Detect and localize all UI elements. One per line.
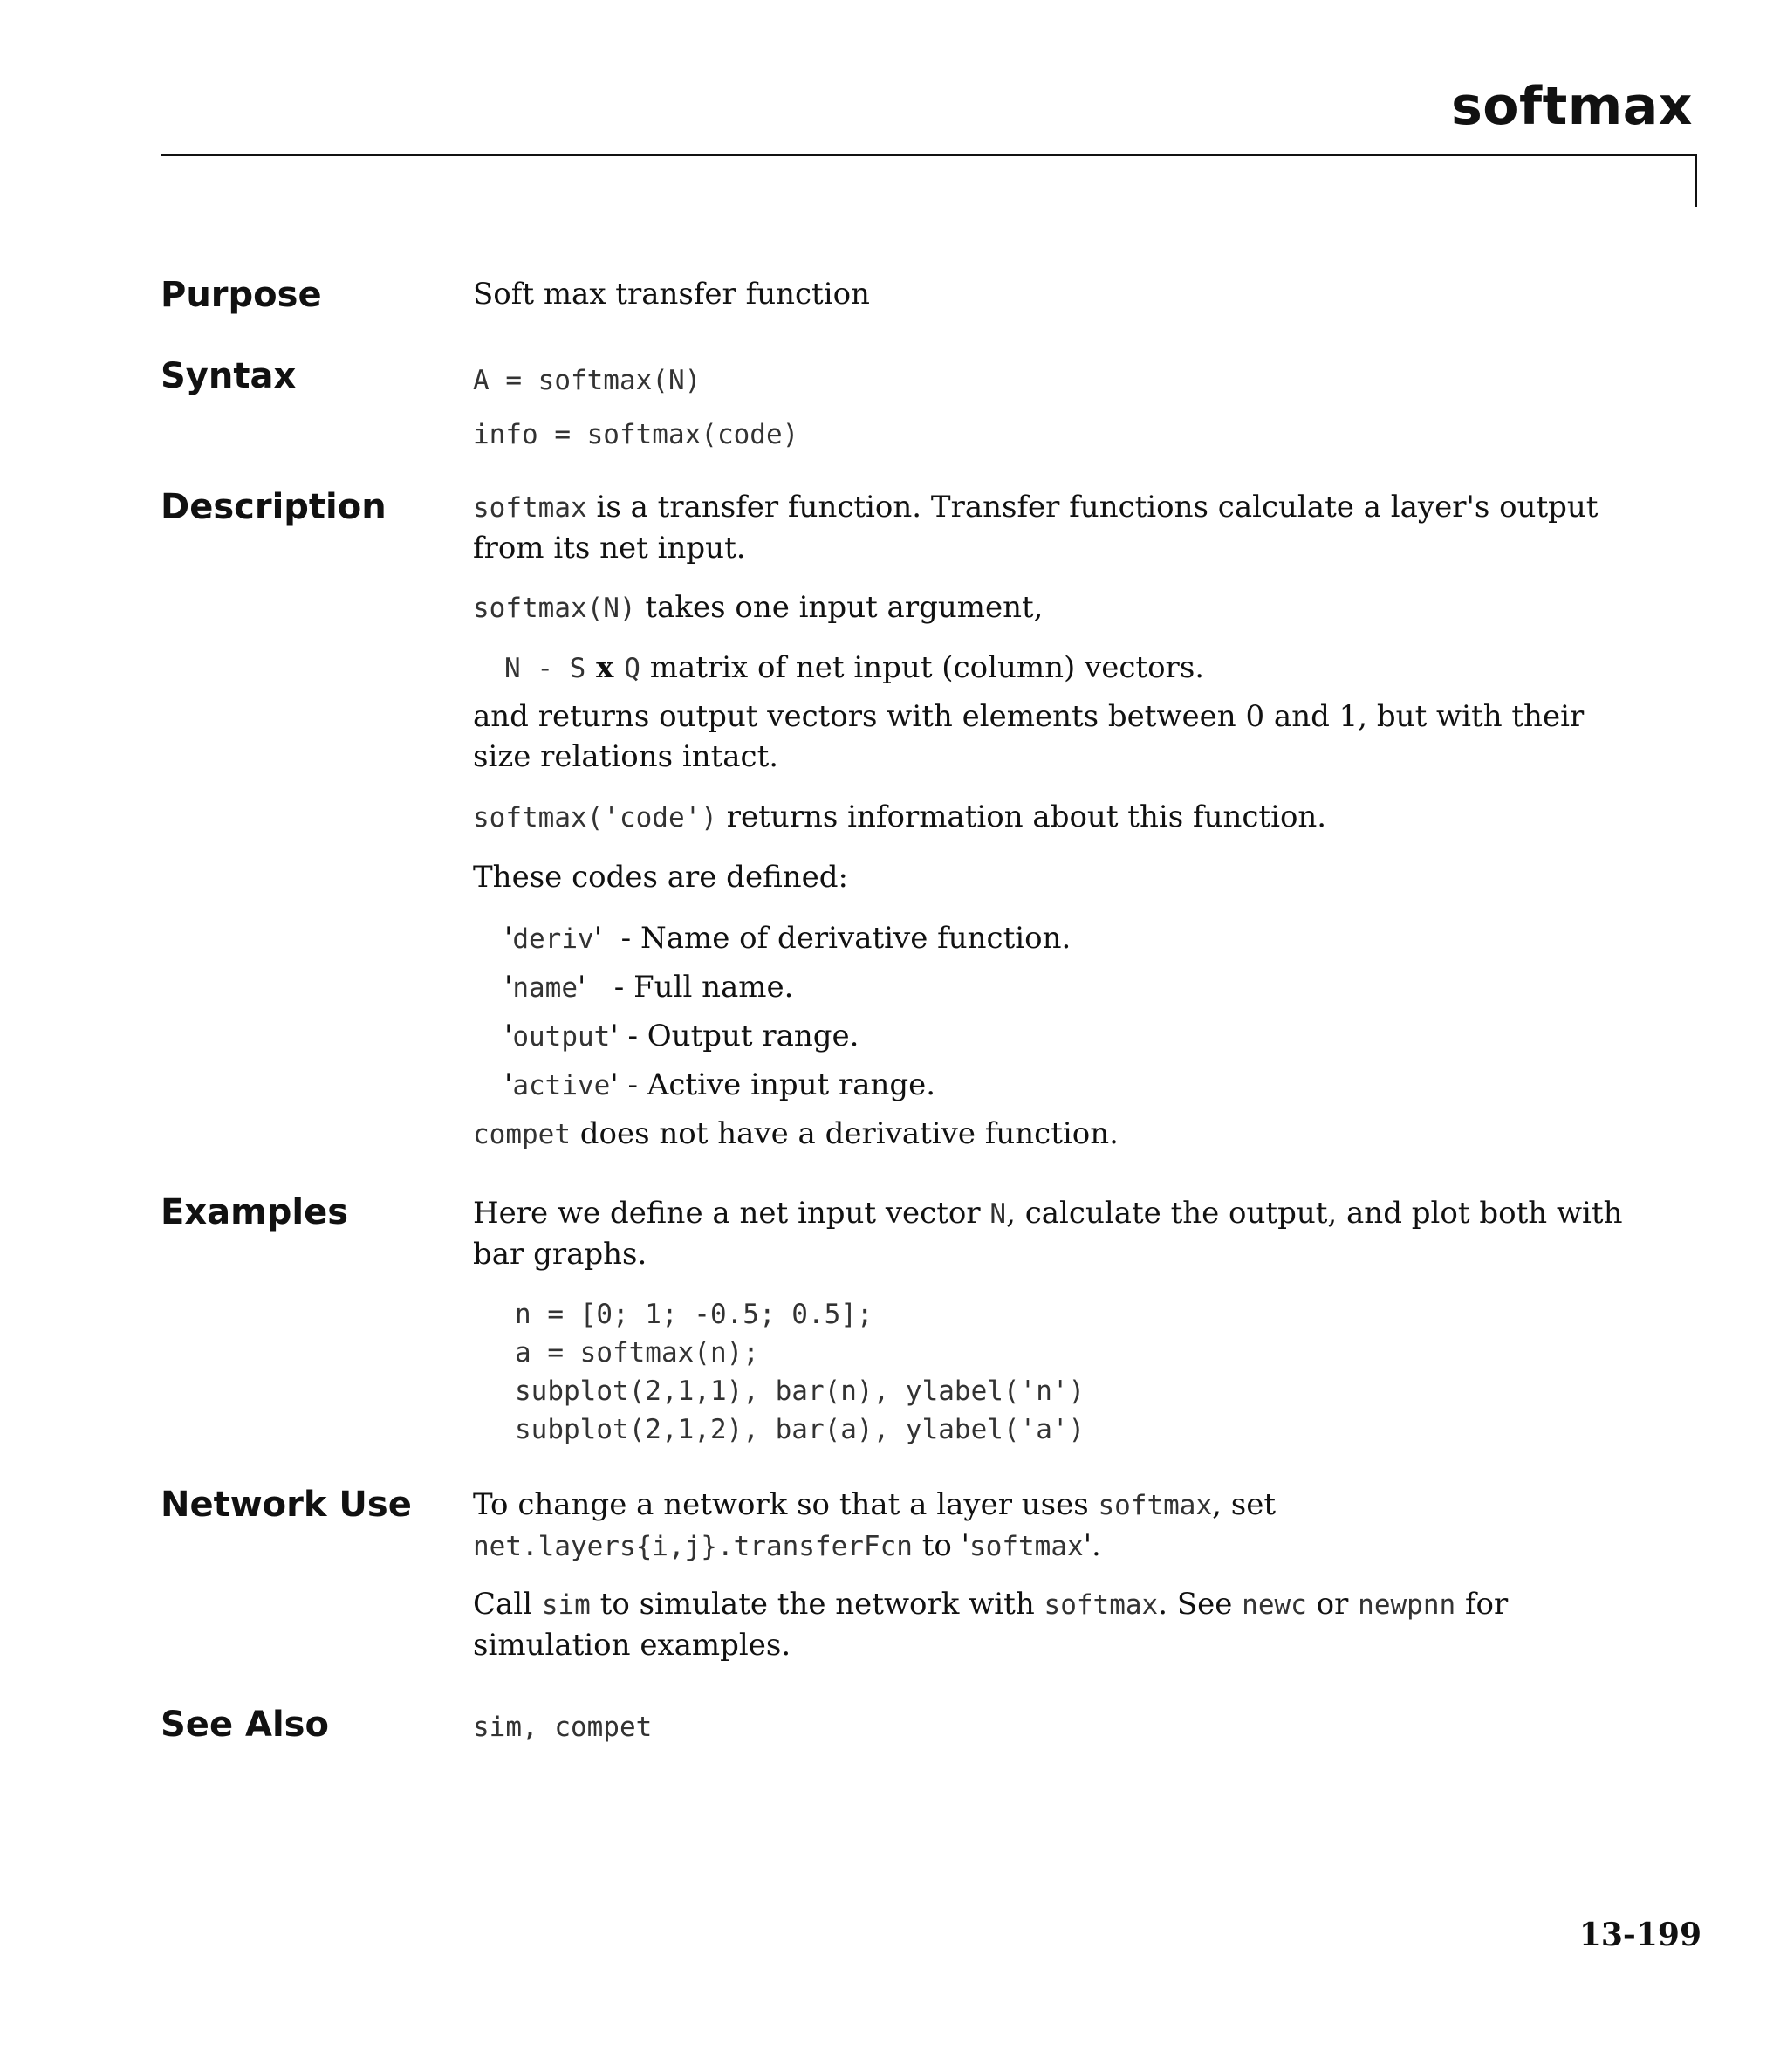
inline-code: softmax [969, 1531, 1084, 1562]
purpose-text: Soft max transfer function [473, 277, 870, 312]
network-use-paragraph-1: To change a network so that a layer uses softmax, set net.layers{i,j}.transferFcn to 'softmax'. [473, 1487, 1276, 1563]
description-paragraph-1: softmax is a transfer function. Transfer functions calculate a layer's output from its net input. [473, 490, 1599, 566]
inline-code: sim [541, 1589, 591, 1621]
inline-code: newpnn [1358, 1589, 1456, 1621]
inline-code: N [989, 1198, 1007, 1230]
description-paragraph-3: and returns output vectors with elements between 0 and 1, but with their size relations intact. [473, 699, 1585, 774]
inline-code: softmax(N) [473, 593, 636, 624]
description-paragraph-4: softmax('code') returns information about this function. [473, 799, 1327, 834]
description-paragraph-5: These codes are defined: [473, 860, 848, 895]
description-heading: Description [161, 487, 387, 527]
inline-code: net.layers{i,j}.transferFcn [473, 1531, 913, 1562]
inline-code: softmax('code') [473, 802, 717, 834]
code-definition-item: 'deriv' - Name of derivative function. [504, 921, 1072, 956]
page-title: softmax [1451, 76, 1693, 137]
header-rule [161, 154, 1697, 156]
code-definition-item: 'name' - Full name. [504, 970, 794, 1005]
see-also-heading: See Also [161, 1705, 329, 1745]
examples-heading: Examples [161, 1192, 349, 1232]
network-use-paragraph-2: Call sim to simulate the network with softmax. See newc or newpnn for simulation examples. [473, 1587, 1509, 1663]
page-number: 13-199 [1578, 1917, 1701, 1953]
inline-code: softmax [1044, 1589, 1159, 1621]
argument-line: N - S x Q matrix of net input (column) vectors. [504, 650, 1205, 685]
example-code-line: n = [0; 1; -0.5; 0.5]; [515, 1299, 873, 1330]
purpose-heading: Purpose [161, 275, 322, 315]
example-code-line: subplot(2,1,2), bar(a), ylabel('a') [515, 1414, 1085, 1445]
examples-intro: Here we define a net input vector N, calculate the output, and plot both with bar graphs. [473, 1196, 1623, 1272]
inline-code: softmax [473, 492, 587, 524]
description-paragraph-2: softmax(N) takes one input argument, [473, 590, 1044, 625]
network-use-heading: Network Use [161, 1485, 412, 1525]
syntax-line-1: A = softmax(N) [473, 365, 702, 396]
description-paragraph-6: compet does not have a derivative function. [473, 1116, 1119, 1151]
syntax-heading: Syntax [161, 356, 297, 396]
inline-code: compet [473, 1119, 571, 1150]
example-code-line: subplot(2,1,1), bar(n), ylabel('n') [515, 1376, 1085, 1407]
inline-code: Q [624, 653, 640, 684]
example-code-line: a = softmax(n); [515, 1337, 759, 1369]
inline-code: N - S [504, 653, 586, 684]
header-rule-tick [1695, 154, 1697, 207]
syntax-line-2: info = softmax(code) [473, 419, 799, 450]
code-definition-item: 'output' - Output range. [504, 1019, 859, 1053]
inline-code: softmax [1098, 1490, 1213, 1521]
inline-code: newc [1242, 1589, 1307, 1621]
see-also-list: sim, compet [473, 1712, 653, 1743]
code-definition-item: 'active' - Active input range. [504, 1067, 936, 1102]
